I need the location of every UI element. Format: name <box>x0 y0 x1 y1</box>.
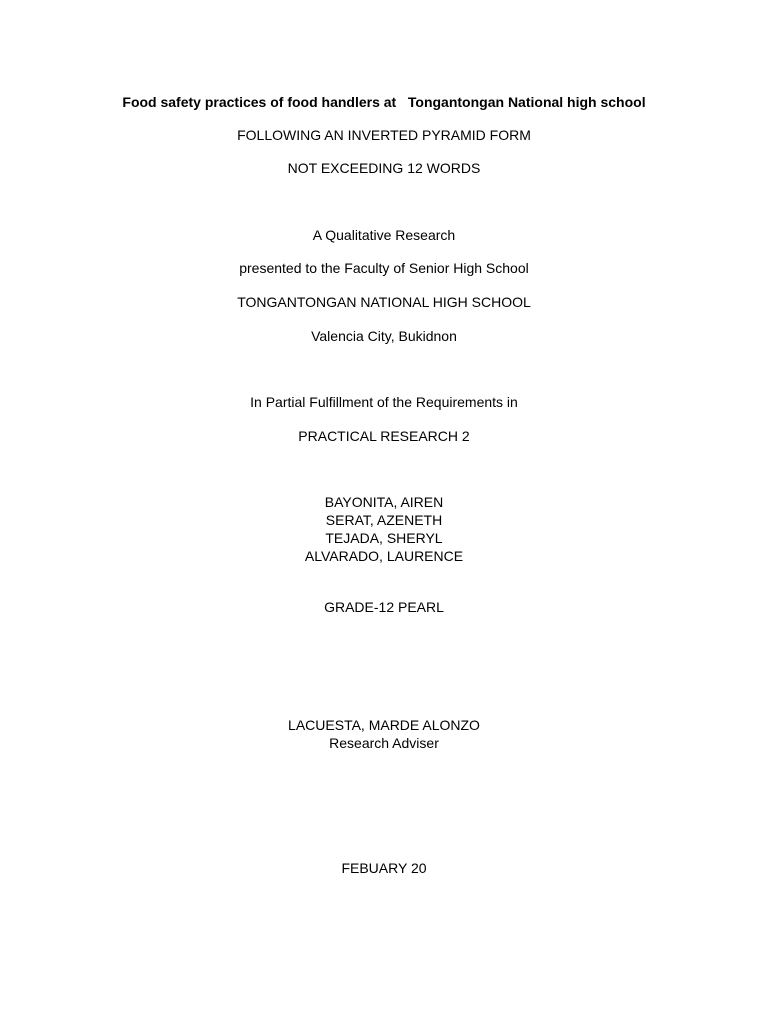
adviser-name: LACUESTA, MARDE ALONZO <box>288 717 480 733</box>
school-location: Valencia City, Bukidnon <box>311 328 457 344</box>
title-instruction-line-1: FOLLOWING AN INVERTED PYRAMID FORM <box>237 127 531 143</box>
presented-to: presented to the Faculty of Senior High School <box>239 260 529 276</box>
author-name: TEJADA, SHERYL <box>325 530 443 546</box>
title-instruction-line-2: NOT EXCEEDING 12 WORDS <box>287 160 481 176</box>
fulfillment-statement: In Partial Fulfillment of the Requirements in <box>250 394 518 410</box>
grade-section: GRADE-12 PEARL <box>324 599 444 615</box>
school-name: TONGANTONGAN NATIONAL HIGH SCHOOL <box>237 294 531 310</box>
research-type: A Qualitative Research <box>312 227 456 243</box>
subject-name: PRACTICAL RESEARCH 2 <box>298 428 470 444</box>
submission-date: FEBUARY 20 <box>341 860 427 876</box>
author-name: ALVARADO, LAURENCE <box>304 548 464 564</box>
adviser-role: Research Adviser <box>329 735 439 751</box>
author-name: SERAT, AZENETH <box>325 512 443 528</box>
author-name: BAYONITA, AIREN <box>324 494 444 510</box>
document-title: Food safety practices of food handlers at Tongantongan National high school <box>122 94 646 110</box>
